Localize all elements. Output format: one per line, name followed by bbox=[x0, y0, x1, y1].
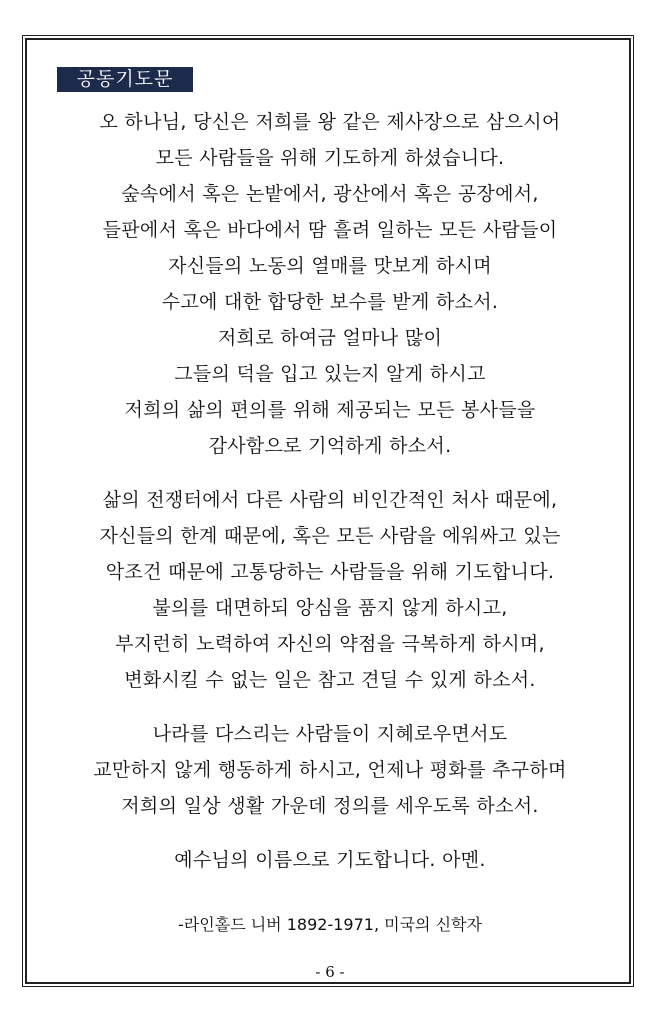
prayer-line: 교만하지 않게 행동하게 하시고, 언제나 평화를 추구하며 bbox=[93, 759, 567, 781]
prayer-line: 저희로 하여금 얼마나 많이 bbox=[217, 327, 443, 349]
attribution: -라인홀드 니버 1892-1971, 미국의 신학자 bbox=[178, 915, 482, 934]
prayer-line: 악조건 때문에 고통당하는 사람들을 위해 기도합니다. bbox=[105, 561, 555, 583]
prayer-stanza-3 bbox=[30, 716, 630, 824]
prayer-line: 불의를 대면하되 앙심을 품지 않게 하시고, bbox=[152, 597, 508, 619]
prayer-line: 들판에서 혹은 바다에서 땀 흘려 일하는 모든 사람들이 bbox=[102, 219, 558, 241]
prayer-line: 수고에 대한 합당한 보수를 받게 하소서. bbox=[161, 291, 499, 313]
stanza-gap bbox=[30, 824, 630, 842]
prayer-stanza-1 bbox=[30, 104, 630, 464]
prayer-line: 부지런히 노력하여 자신의 약점을 극복하게 하시며, bbox=[115, 633, 545, 655]
section-title: 공동기도문 bbox=[57, 67, 193, 92]
prayer-line: 예수님의 이름으로 기도합니다. 아멘. bbox=[174, 849, 486, 871]
prayer-line: 나라를 다스리는 사람들이 지혜로우면서도 bbox=[152, 723, 508, 745]
prayer-line: 감사함으로 기억하게 하소서. bbox=[208, 435, 452, 457]
prayer-line: 저희의 일상 생활 가운데 정의를 세우도록 하소서. bbox=[121, 795, 539, 817]
prayer-line: 변화시킬 수 없는 일은 참고 견딜 수 있게 하소서. bbox=[124, 669, 536, 691]
prayer-line: 자신들의 노동의 열매를 맛보게 하시며 bbox=[168, 255, 492, 277]
prayer-text bbox=[30, 104, 630, 878]
stanza-gap bbox=[30, 698, 630, 716]
prayer-stanza-2 bbox=[30, 482, 630, 698]
stanza-gap bbox=[30, 464, 630, 482]
prayer-line: 모든 사람들을 위해 기도하게 하셨습니다. bbox=[155, 147, 505, 169]
prayer-stanza-closing bbox=[30, 842, 630, 878]
prayer-line: 오 하나님, 당신은 저희를 왕 같은 제사장으로 삼으시어 bbox=[99, 111, 561, 133]
prayer-line: 저희의 삶의 편의를 위해 제공되는 모든 봉사들을 bbox=[124, 399, 536, 421]
prayer-line: 숲속에서 혹은 논밭에서, 광산에서 혹은 공장에서, bbox=[121, 183, 539, 205]
page-number: - 6 - bbox=[315, 963, 345, 981]
prayer-line: 그들의 덕을 입고 있는지 알게 하시고 bbox=[174, 363, 486, 385]
prayer-line: 삶의 전쟁터에서 다른 사람의 비인간적인 처사 때문에, bbox=[102, 489, 558, 511]
prayer-line: 자신들의 한계 때문에, 혹은 모든 사람을 에워싸고 있는 bbox=[99, 525, 561, 547]
